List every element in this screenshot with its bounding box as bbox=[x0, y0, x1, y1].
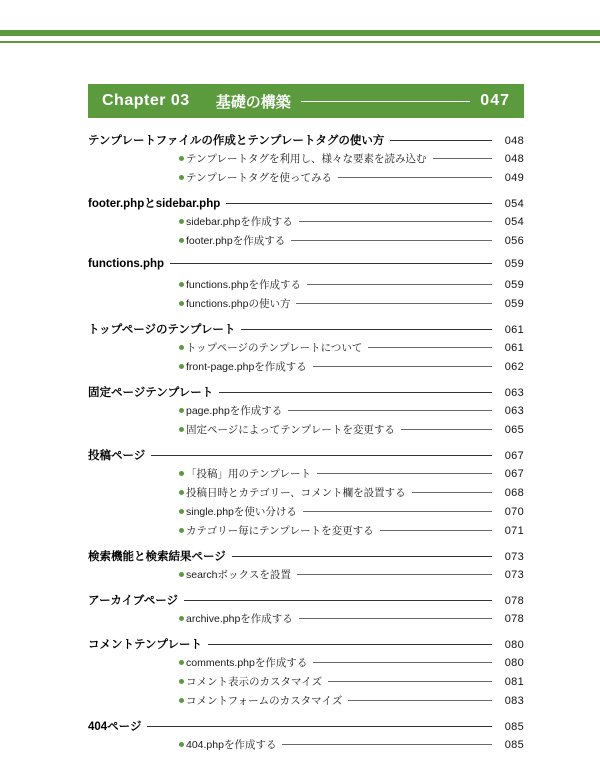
toc-entry-label: テンプレートタグを利用し、様々な要素を読み込む bbox=[186, 153, 427, 165]
toc-entry-page: 065 bbox=[504, 424, 524, 436]
toc-entry[interactable] bbox=[88, 737, 524, 756]
toc-entry-label: footer.phpとsidebar.php bbox=[88, 198, 221, 210]
toc-entry-label: コメント表示のカスタマイズ bbox=[186, 676, 323, 688]
toc-leader-rule bbox=[147, 726, 492, 727]
toc-entry-page: 078 bbox=[504, 595, 524, 607]
toc-entry[interactable] bbox=[88, 674, 524, 693]
toc-entry[interactable] bbox=[88, 447, 524, 466]
toc-entry[interactable] bbox=[88, 548, 524, 567]
toc-entry[interactable] bbox=[88, 655, 524, 674]
toc-entry-page: 063 bbox=[504, 387, 524, 399]
toc-entry[interactable] bbox=[88, 567, 524, 586]
toc-entry-page: 073 bbox=[504, 551, 524, 563]
bullet-icon bbox=[176, 570, 186, 579]
toc-leader-rule bbox=[299, 618, 492, 619]
toc-entry-page: 080 bbox=[504, 657, 524, 669]
toc-leader-rule bbox=[313, 366, 492, 367]
toc-entry-label: front-page.phpを作成する bbox=[186, 361, 307, 373]
toc-entry-page: 080 bbox=[504, 639, 524, 651]
bullet-icon bbox=[176, 217, 186, 226]
toc-entry-page: 059 bbox=[504, 258, 524, 270]
bullet-icon bbox=[176, 469, 186, 478]
chapter-page-number: 047 bbox=[480, 92, 510, 109]
toc-leader-rule bbox=[232, 556, 492, 557]
toc-entry-label: コメントテンプレート bbox=[88, 639, 202, 651]
toc-entry-label: 404ページ bbox=[88, 721, 142, 733]
toc-entry-page: 054 bbox=[504, 216, 524, 228]
toc-leader-rule bbox=[338, 177, 492, 178]
chapter-title: 基礎の構築 bbox=[215, 93, 291, 111]
toc-entry-label: 404.phpを作成する bbox=[186, 739, 277, 751]
toc-entry[interactable] bbox=[88, 693, 524, 712]
toc-entry-page: 048 bbox=[504, 153, 524, 165]
toc-entry[interactable] bbox=[88, 195, 524, 214]
toc-entry-page: 071 bbox=[504, 525, 524, 537]
bullet-icon bbox=[176, 362, 186, 371]
toc-entry[interactable] bbox=[88, 384, 524, 403]
toc-entry-label: archive.phpを作成する bbox=[186, 613, 293, 625]
toc-entry[interactable] bbox=[88, 233, 524, 252]
toc-entry-page: 059 bbox=[504, 298, 524, 310]
toc-entry[interactable] bbox=[88, 636, 524, 655]
toc-entry-label: footer.phpを作成する bbox=[186, 235, 286, 247]
toc-leader-rule bbox=[328, 681, 492, 682]
toc-entry-page: 063 bbox=[504, 405, 524, 417]
toc-entry[interactable] bbox=[88, 132, 524, 151]
toc-entry[interactable] bbox=[88, 504, 524, 523]
bullet-icon bbox=[176, 658, 186, 667]
toc-entry-label: functions.php bbox=[88, 258, 165, 270]
toc-entry-label: カテゴリー毎にテンプレートを変更する bbox=[186, 525, 374, 537]
toc-entry-label: テンプレートタグを使ってみる bbox=[186, 172, 333, 184]
toc-entry-page: 061 bbox=[504, 324, 524, 336]
toc-entry[interactable] bbox=[88, 466, 524, 485]
toc-entry-label: page.phpを作成する bbox=[186, 405, 283, 417]
toc-entry[interactable] bbox=[88, 151, 524, 170]
bullet-icon bbox=[176, 696, 186, 705]
toc-entry[interactable] bbox=[88, 170, 524, 189]
toc-entry-page: 062 bbox=[504, 361, 524, 373]
toc-leader-rule bbox=[313, 662, 492, 663]
toc-leader-rule bbox=[208, 644, 492, 645]
toc-leader-rule bbox=[317, 473, 492, 474]
toc-entry-label: 投稿日時とカテゴリー、コメント欄を設置する bbox=[186, 487, 406, 499]
toc-entry-label: 検索機能と検索結果ページ bbox=[88, 551, 226, 563]
toc-entry-page: 059 bbox=[504, 279, 524, 291]
toc-entry[interactable] bbox=[88, 403, 524, 422]
toc-entry-page: 070 bbox=[504, 506, 524, 518]
toc-entry-label: テンプレートファイルの作成とテンプレートタグの使い方 bbox=[88, 135, 385, 147]
toc-entry-label: コメントフォームのカスタマイズ bbox=[186, 695, 343, 707]
bullet-icon bbox=[176, 236, 186, 245]
bullet-icon bbox=[176, 406, 186, 415]
toc-entry-label: comments.phpを作成する bbox=[186, 657, 308, 669]
chapter-label: Chapter 03 bbox=[102, 92, 190, 109]
toc-leader-rule bbox=[184, 600, 492, 601]
table-of-contents bbox=[88, 132, 524, 756]
bullet-icon bbox=[176, 425, 186, 434]
bullet-icon bbox=[176, 299, 186, 308]
toc-leader-rule bbox=[299, 221, 492, 222]
top-rule-thick bbox=[0, 30, 600, 36]
toc-leader-rule bbox=[282, 744, 492, 745]
toc-entry-page: 048 bbox=[504, 135, 524, 147]
toc-leader-rule bbox=[412, 492, 492, 493]
toc-entry-label: トップページのテンプレート bbox=[88, 324, 236, 336]
toc-leader-rule bbox=[348, 700, 492, 701]
toc-entry-label: 投稿ページ bbox=[88, 450, 146, 462]
toc-entry[interactable] bbox=[88, 422, 524, 441]
toc-entry-label: single.phpを使い分ける bbox=[186, 506, 297, 518]
toc-leader-rule bbox=[288, 410, 492, 411]
toc-entry[interactable] bbox=[88, 485, 524, 504]
toc-entry-label: sidebar.phpを作成する bbox=[186, 216, 293, 228]
toc-entry[interactable] bbox=[88, 321, 524, 340]
toc-leader-rule bbox=[296, 303, 492, 304]
bullet-icon bbox=[176, 280, 186, 289]
toc-entry-page: 078 bbox=[504, 613, 524, 625]
toc-entry-page: 049 bbox=[504, 172, 524, 184]
toc-entry[interactable] bbox=[88, 359, 524, 378]
toc-entry[interactable] bbox=[88, 523, 524, 542]
toc-leader-rule bbox=[390, 140, 492, 141]
toc-leader-rule bbox=[368, 347, 492, 348]
toc-leader-rule bbox=[380, 530, 492, 531]
toc-entry[interactable] bbox=[88, 611, 524, 630]
toc-leader-rule bbox=[241, 329, 492, 330]
bullet-icon bbox=[176, 343, 186, 352]
bullet-icon bbox=[176, 507, 186, 516]
toc-entry-label: 「投稿」用のテンプレート bbox=[186, 468, 312, 480]
bullet-icon bbox=[176, 488, 186, 497]
toc-entry-label: functions.phpの使い方 bbox=[186, 298, 291, 310]
toc-leader-rule bbox=[219, 392, 492, 393]
toc-entry-page: 067 bbox=[504, 468, 524, 480]
toc-entry-page: 056 bbox=[504, 235, 524, 247]
bullet-icon bbox=[176, 173, 186, 182]
bullet-icon bbox=[176, 154, 186, 163]
bullet-icon bbox=[176, 740, 186, 749]
toc-entry-page: 083 bbox=[504, 695, 524, 707]
toc-entry-page: 061 bbox=[504, 342, 524, 354]
toc-leader-rule bbox=[291, 240, 492, 241]
toc-entry-label: トップページのテンプレートについて bbox=[186, 342, 363, 354]
bullet-icon bbox=[176, 677, 186, 686]
toc-leader-rule bbox=[297, 574, 492, 575]
toc-entry[interactable] bbox=[88, 718, 524, 737]
toc-leader-rule bbox=[151, 455, 492, 456]
toc-entry-label: 固定ページテンプレート bbox=[88, 387, 214, 399]
toc-entry[interactable] bbox=[88, 592, 524, 611]
bullet-icon bbox=[176, 614, 186, 623]
toc-leader-rule bbox=[226, 203, 492, 204]
toc-entry-page: 068 bbox=[504, 487, 524, 499]
toc-entry[interactable] bbox=[88, 277, 524, 296]
toc-leader-rule bbox=[307, 284, 492, 285]
toc-entry[interactable] bbox=[88, 340, 524, 359]
top-rule-thin bbox=[0, 41, 600, 43]
bullet-icon bbox=[176, 526, 186, 535]
toc-entry-page: 054 bbox=[504, 198, 524, 210]
toc-leader-rule bbox=[433, 158, 492, 159]
toc-entry-label: 固定ページによってテンプレートを変更する bbox=[186, 424, 395, 436]
toc-entry-page: 085 bbox=[504, 721, 524, 733]
toc-entry-label: アーカイブページ bbox=[88, 595, 179, 607]
toc-leader-rule bbox=[303, 511, 492, 512]
toc-leader-rule bbox=[170, 263, 492, 264]
toc-entry-page: 081 bbox=[504, 676, 524, 688]
toc-entry[interactable] bbox=[88, 296, 524, 315]
toc-entry[interactable] bbox=[88, 214, 524, 233]
toc-entry-label: searchボックスを設置 bbox=[186, 569, 291, 581]
chapter-header-bar bbox=[88, 84, 524, 118]
chapter-rule bbox=[301, 101, 471, 102]
toc-entry-label: functions.phpを作成する bbox=[186, 279, 301, 291]
toc-entry[interactable] bbox=[88, 258, 524, 277]
toc-entry-page: 073 bbox=[504, 569, 524, 581]
toc-entry-page: 085 bbox=[504, 739, 524, 751]
toc-entry-page: 067 bbox=[504, 450, 524, 462]
toc-leader-rule bbox=[401, 429, 492, 430]
